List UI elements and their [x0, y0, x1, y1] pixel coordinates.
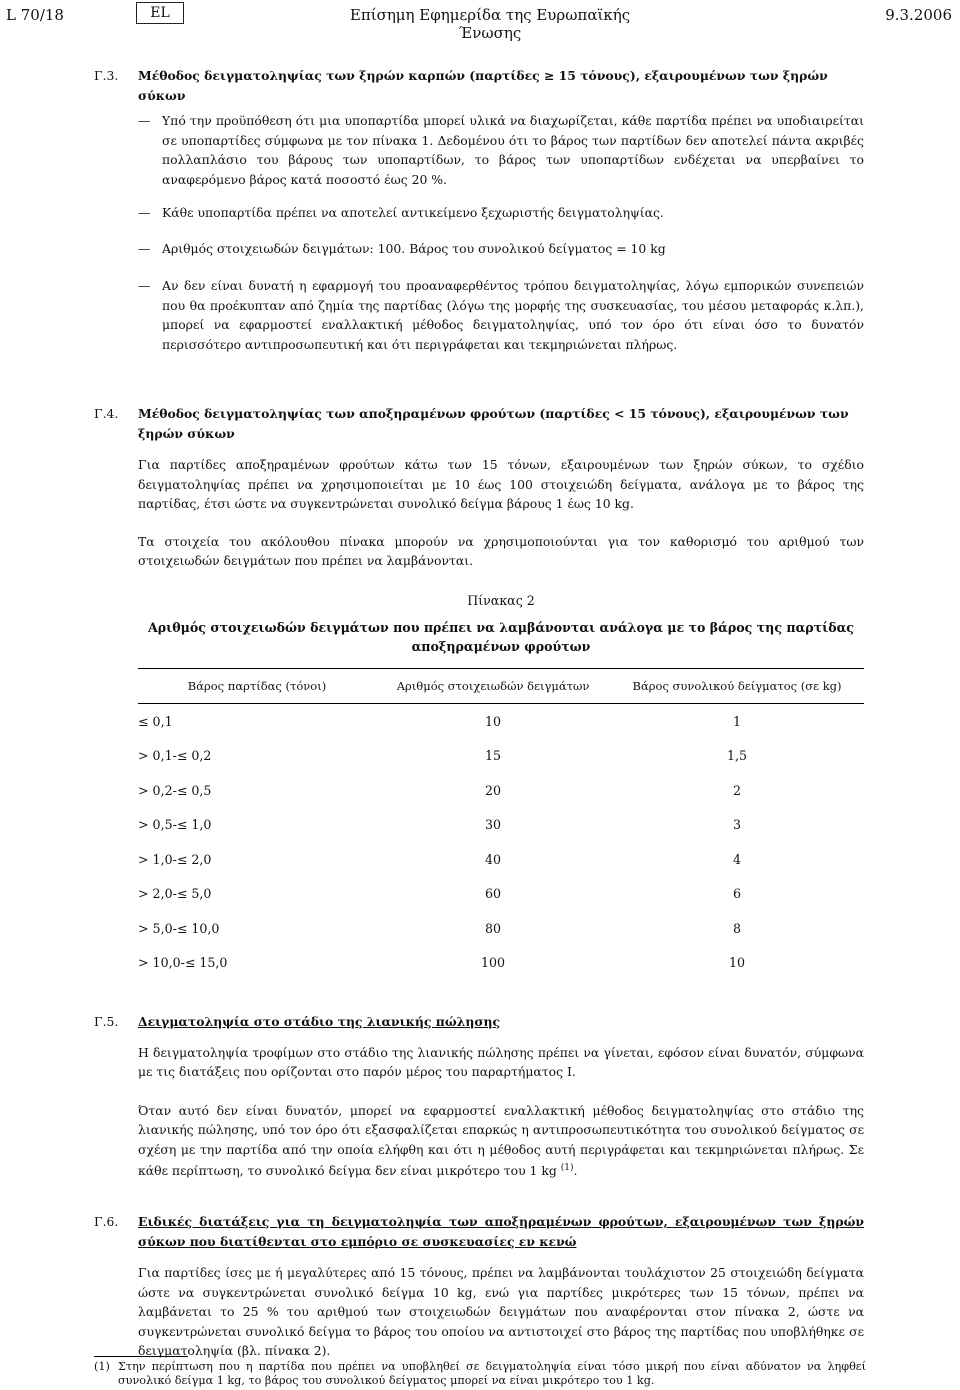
cell-aggregate-weight: 6	[733, 886, 742, 902]
table-row	[138, 739, 864, 774]
cell-sample-count: 20	[485, 782, 502, 798]
journal-title: Επίσημη Εφημερίδα της Ευρωπαϊκής Ένωσης	[349, 6, 631, 42]
page-header	[0, 0, 960, 42]
header-lot-weight: Βάρος παρτίδας (τόνοι)	[138, 669, 376, 704]
samples-table	[138, 668, 864, 980]
table-header-row	[138, 669, 864, 704]
section-title: Δειγματοληψία στο στάδιο της λιανικής πώλησης	[138, 1014, 501, 1029]
table-row	[138, 704, 864, 739]
list-item-text: Αν δεν είναι δυνατή η εφαρμογή του προαναφερθέντος τρόπου δειγματοληψίας, λόγω εμπορικών συνεπειών που θα προέκυπταν από ζημία της παρτίδας (λόγω της μορφής της συσκευασίας, του μέσου μεταφοράς κ.λπ.), μπορεί να εφαρμοστεί εναλλακτική μέθοδος δειγματοληψίας, υπό τον όρο ότι είναι όσο το δυνατόν περισσότερο αντιπροσωπευτική και ότι περιγράφεται και τεκμηριώνεται πλήρως.	[162, 278, 864, 352]
list-item	[138, 203, 864, 223]
cell-lot-weight: > 0,2-≤ 0,5	[138, 782, 212, 798]
section-c5	[94, 1012, 864, 1181]
cell-lot-weight: > 5,0-≤ 10,0	[138, 920, 220, 936]
cell-sample-count: 15	[485, 748, 502, 764]
dash-marker: —	[138, 205, 151, 220]
language-badge: EL	[136, 2, 184, 24]
list-item-text: Υπό την προϋπόθεση ότι μια υποπαρτίδα μπορεί υλικά να διαχωρίζεται, κάθε παρτίδα πρέπει να υποδιαιρείται σε υποπαρτίδες σύμφωνα με τον πίνακα 1. Δεδομένου ότι το βάρος των παρτίδων δεν αποτελεί πάντα ακριβές πολλαπλάσιο του βάρους των υποπαρτίδων, το βάρος των υποπαρτίδων ενδέχεται να υπερβαίνει το αναφερόμενο βάρος κατά ποσοστό έως 20 %.	[162, 113, 864, 187]
paragraph: Για παρτίδες αποξηραμένων φρούτων κάτω των 15 τόνων, εξαιρουμένων των ξηρών σύκων, το σχέδιο δειγματοληψίας πρέπει να χρησιμοποιείται με 10 έως 100 στοιχειώδη δείγματα, ανάλογα με το βάρος της παρτίδας, έτσι ώστε να συγκεντρώνεται συνολικό δείγμα βάρους 1 έως 10 kg.	[138, 457, 864, 511]
publication-date: 9.3.2006	[885, 6, 952, 24]
list-item	[138, 111, 864, 189]
paragraph	[138, 1101, 864, 1181]
section-number: Γ.4.	[94, 406, 119, 421]
cell-sample-count: 30	[485, 817, 502, 833]
dash-marker: —	[138, 240, 151, 256]
cell-aggregate-weight: 4	[733, 851, 742, 867]
footnote-divider	[94, 1356, 188, 1357]
cell-lot-weight: ≤ 0,1	[138, 713, 173, 729]
section-title: Ειδικές διατάξεις για τη δειγματοληψία των αποξηραμένων φρούτων, εξαιρουμένων των ξηρών σύκων που διατίθενται στο εμπόριο σε συσκευασίες εν κενώ	[138, 1214, 864, 1249]
paragraph: Η δειγματοληψία τροφίμων στο στάδιο της λιανικής πώλησης πρέπει να γίνεται, εφόσον είναι δυνατόν, σύμφωνα με τις διατάξεις που ορίζονται στο παρόν μέρος του παραρτήματος Ι.	[138, 1044, 864, 1079]
cell-lot-weight: > 0,5-≤ 1,0	[138, 817, 212, 833]
table-row	[138, 877, 864, 912]
cell-aggregate-weight: 2	[733, 782, 742, 798]
section-number: Γ.3.	[94, 68, 119, 83]
table-row	[138, 946, 864, 981]
paragraph: Τα στοιχεία του ακόλουθου πίνακα μπορούν να χρησιμοποιούνται για τον καθορισμό του αριθμού των στοιχειωδών δειγμάτων που πρέπει να λαμβάνονται.	[138, 533, 864, 568]
cell-aggregate-weight: 3	[733, 817, 742, 833]
cell-lot-weight: > 2,0-≤ 5,0	[138, 886, 212, 902]
cell-sample-count: 80	[485, 920, 502, 936]
paragraph-end: .	[573, 1163, 578, 1179]
dash-marker: —	[138, 278, 151, 293]
cell-aggregate-weight: 10	[729, 955, 746, 971]
page-reference: L 70/18	[6, 6, 64, 24]
paragraph: Για παρτίδες ίσες με ή μεγαλύτερες από 15 τόνους, πρέπει να λαμβάνονται τουλάχιστον 25 στοιχειώδη δείγματα ώστε να συγκεντρώνεται συνολικό δείγμα 10 kg, ενώ για παρτίδες μικρότερες των 15 τόνων, πρέπει να λαμβάνεται το 25 % του αριθμού των στοιχειωδών δειγμάτων που αναφέρονται στον πίνακα 2, ώστε να συγκεντρώνεται συνολικό δείγμα το βάρος του οποίου να αντιστοιχεί στο βάρος της παρτίδας που υποβλήθηκε σε δειγματοληψία (βλ. πίνακα 2).	[138, 1265, 864, 1358]
list-item	[138, 239, 864, 259]
list-item	[138, 276, 864, 354]
cell-sample-count: 10	[485, 713, 502, 729]
footnote	[94, 1360, 866, 1388]
table-caption: Πίνακας 2	[467, 593, 535, 608]
table-title: Αριθμός στοιχειωδών δειγμάτων που πρέπει να λαμβάνονται ανάλογα με το βάρος της παρτίδας αποξηραμένων φρούτων	[148, 620, 854, 654]
table-row	[138, 773, 864, 808]
cell-aggregate-weight: 1	[733, 713, 742, 729]
section-title: Μέθοδος δειγματοληψίας των αποξηραμένων φρούτων (παρτίδες < 15 τόνους), εξαιρουμένων των ξηρών σύκων	[138, 406, 849, 441]
footnote-marker: (1)	[94, 1360, 110, 1373]
paragraph-text: Όταν αυτό δεν είναι δυνατόν, μπορεί να εφαρμοστεί εναλλακτική μέθοδος δειγματοληψίας στο στάδιο της λιανικής πώλησης, υπό τον όρο ότι εξασφαλίζεται επαρκώς η αντιπροσωπευτικότητα του συνολικού δείγματος σε σχέση με την παρτίδα από την οποία ελήφθη και ότι η μέθοδος αυτή περιγράφεται και τεκμηριώνεται πλήρως. Σε κάθε περίπτωση, το συνολικό δείγμα δεν είναι μικρότερο του 1 kg	[138, 1102, 864, 1179]
cell-lot-weight: > 1,0-≤ 2,0	[138, 851, 212, 867]
section-title: Μέθοδος δειγματοληψίας των ξηρών καρπών (παρτίδες ≥ 15 τόνους), εξαιρουμένων των ξηρών σύκων	[138, 68, 828, 103]
footnote-reference[interactable]: (1)	[560, 1163, 574, 1173]
cell-sample-count: 40	[485, 851, 502, 867]
header-incremental-samples: Αριθμός στοιχειωδών δειγμάτων	[376, 669, 610, 704]
table-row	[138, 808, 864, 843]
cell-sample-count: 100	[481, 955, 506, 971]
cell-aggregate-weight: 8	[733, 920, 742, 936]
list-item-text: Κάθε υποπαρτίδα πρέπει να αποτελεί αντικείμενο ξεχωριστής δειγματοληψίας.	[162, 205, 664, 220]
section-c4	[94, 404, 864, 571]
section-number: Γ.5.	[94, 1014, 119, 1029]
cell-aggregate-weight: 1,5	[727, 748, 748, 764]
footnote-text: Στην περίπτωση που η παρτίδα που πρέπει να υποβληθεί σε δειγματοληψία είναι τόσο μικρή που είναι αδύνατον να ληφθεί συνολικό δείγμα 1 kg, το βάρος του συνολικού δείγματος μπορεί να είναι μικρότερο του 1 kg.	[118, 1360, 866, 1387]
header-aggregate-weight: Βάρος συνολικού δείγματος (σε kg)	[610, 669, 864, 704]
table-row	[138, 911, 864, 946]
section-c3	[94, 66, 864, 354]
cell-lot-weight: > 10,0-≤ 15,0	[138, 955, 228, 971]
table-row	[138, 842, 864, 877]
cell-lot-weight: > 0,1-≤ 0,2	[138, 748, 212, 764]
list-item-text: Αριθμός στοιχειωδών δειγμάτων: 100. Βάρος του συνολικού δείγματος = 10 kg	[162, 240, 666, 256]
section-number: Γ.6.	[94, 1214, 119, 1229]
section-c6	[94, 1212, 864, 1361]
dash-marker: —	[138, 113, 151, 128]
cell-sample-count: 60	[485, 886, 502, 902]
